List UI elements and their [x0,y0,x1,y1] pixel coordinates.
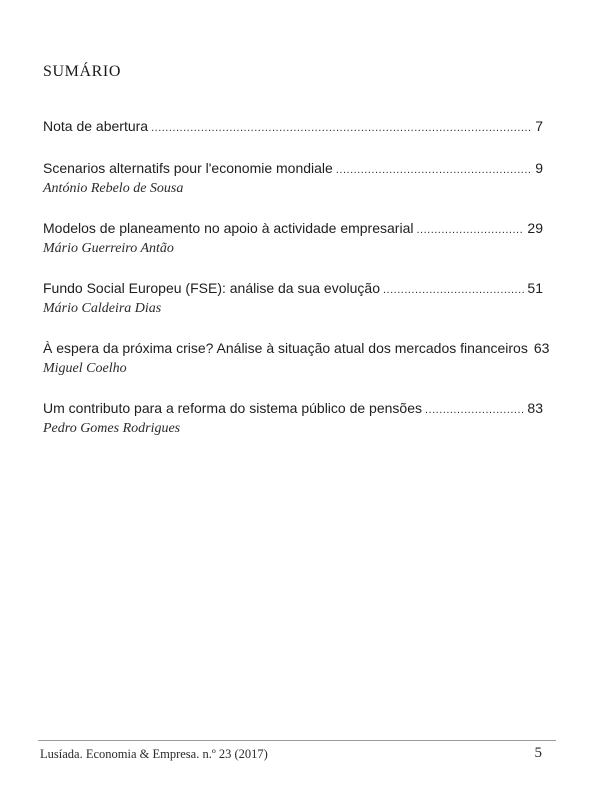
toc-entry [43,118,543,137]
toc-entry-title: Nota de abertura [43,118,149,134]
toc-entry-author: Mário Guerreiro Antão [43,241,174,256]
dot-leader [336,160,532,179]
dot-leader [383,280,524,299]
dot-leader [416,220,524,239]
toc-entry-page: 51 [527,280,543,296]
toc-entry-line [43,160,543,179]
toc-entry-title: Scenarios alternatifs pour l'economie mondiale [43,160,333,176]
toc-entry-title: Fundo Social Europeu (FSE): análise da sua evolução [43,280,380,296]
footer-page-number: 5 [534,745,542,761]
toc-entry-line [43,280,543,299]
footer-divider [38,740,556,741]
toc-entry-page: 83 [527,400,543,416]
toc-entry-line [43,400,543,419]
toc-entry [43,160,543,197]
toc-entry [43,220,543,257]
toc-entry-title: À espera da próxima crise? Análise à situação atual dos mercados financeiros [43,340,528,356]
toc-entry-author: Pedro Gomes Rodrigues [43,421,181,436]
toc-entry-line [43,118,543,137]
dot-leader [151,118,532,137]
toc-entry [43,280,543,317]
toc-entry-title: Um contributo para a reforma do sistema público de pensões [43,400,422,416]
toc-entry-page: 9 [535,160,543,176]
toc-entry-line [43,340,550,359]
table-of-contents [43,118,550,460]
toc-entry [43,340,550,377]
toc-entry-line [43,220,543,239]
toc-entry [43,400,543,437]
toc-entry-page: 63 [533,340,550,356]
toc-entry-page: 7 [535,118,543,134]
toc-entry-author: Miguel Coelho [43,361,127,376]
toc-entry-author: Mário Caldeira Dias [43,301,162,316]
footer-journal-citation: Lusíada. Economia & Empresa. n.º 23 (2017) [40,747,268,761]
toc-entry-title: Modelos de planeamento no apoio à actividade empresarial [43,220,414,236]
toc-entry-author: António Rebelo de Sousa [43,181,184,196]
dot-leader [425,400,524,419]
page-title: SUMÁRIO [43,63,121,80]
toc-entry-page: 29 [527,220,543,236]
